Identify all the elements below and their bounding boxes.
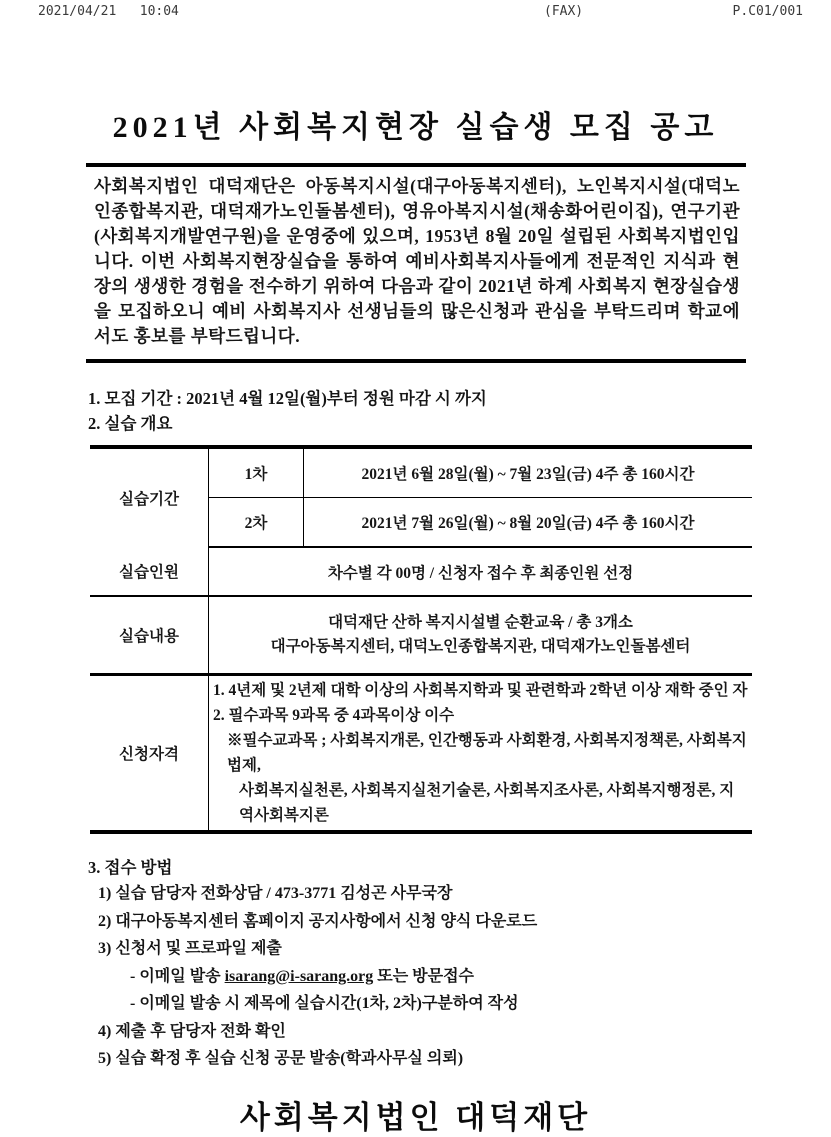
row-label-training-content: 실습내용 xyxy=(90,596,209,675)
apply-step-3: 3) 신청서 및 프로파일 제출 xyxy=(98,940,282,957)
qualification-value xyxy=(209,675,753,833)
qualification-line2: 2. 필수과목 9과목 중 4과목이상 이수 xyxy=(213,707,455,724)
email-line-suffix: 또는 방문접수 xyxy=(373,967,475,985)
training-content-line1: 대덕재단 산하 복지시설별 순환교육 / 총 3개소 xyxy=(328,614,633,631)
round-1-value: 2021년 6월 28일(월) ~ 7월 23일(금) 4주 총 160시간 xyxy=(304,447,753,498)
training-content-line2: 대구아동복지센터, 대덕노인종합복지관, 대덕재가노인돌봄센터 xyxy=(270,638,691,655)
notice-title: 2021년 사회복지현장 실습생 모집 공고 xyxy=(112,111,719,144)
intro-box xyxy=(86,163,746,363)
fax-header xyxy=(0,4,831,24)
table-row-content xyxy=(90,596,752,675)
apply-step-2: 2) 대구아동복지센터 홈페이지 공지사항에서 신청 양식 다운로드 xyxy=(98,912,538,930)
email-address: isarang@i-sarang.org xyxy=(224,967,374,985)
training-content-value xyxy=(209,596,753,675)
qualification-line4: 사회복지실천론, 사회복지실천기술론, 사회복지조사론, 사회복지행정론, 지역사회복지론 xyxy=(239,782,735,824)
apply-section xyxy=(88,856,831,1073)
row-label-training-period: 실습기간 xyxy=(90,447,209,547)
fax-datetime: 2021/04/21 10:04 xyxy=(38,4,179,19)
fax-label: (FAX) xyxy=(544,4,584,19)
round-2-label: 2차 xyxy=(209,498,304,548)
trainee-count-value: 차수별 각 00명 / 신청자 접수 후 최종인원 선정 xyxy=(209,547,753,596)
qualification-line3: ※필수교과목 ; 사회복지개론, 인간행동과 사회환경, 사회복지정책론, 사회복지법제, xyxy=(227,732,747,774)
overview-heading: 2. 실습 개요 xyxy=(88,414,173,433)
table-row-period-1 xyxy=(90,447,752,498)
row-label-trainee-count: 실습인원 xyxy=(90,547,209,596)
apply-heading: 3. 접수 방법 xyxy=(88,858,173,877)
recruit-period-line: 1. 모집 기간 : 2021년 4월 12일(월)부터 정원 마감 시 까지 xyxy=(88,389,487,408)
fax-page-counter: P.C01/001 xyxy=(732,4,803,19)
round-2-value: 2021년 7월 26일(월) ~ 8월 20일(금) 4주 총 160시간 xyxy=(304,498,753,548)
table-row-qualification xyxy=(90,675,752,833)
intro-paragraph: 사회복지법인 대덕재단은 아동복지시설(대구아동복지센터), 노인복지시설(대덕노인종합복지관, 대덕재가노인돌봄센터), 영유아복지시설(채송화어린이집), 연구기관(사회복지개발연구원)을 운영중에 있으며, 1953년 8월 20일 설립된 사회복지법인입니다. 이번 사회복지현장실습을 통하여 예비사회복지사들에게 전문적인 지식과 현장의 생생한 경험을 전수하기 위하여 다음과 같이 2021년 하계 사회복지 현장실습생을 모집하오니 예비 사회복지사 선생님들의 많은신청과 관심을 부탁드리며 학교에서도 홍보를 부탁드립니다. xyxy=(94,176,740,346)
round-1-label: 1차 xyxy=(209,447,304,498)
table-row-people xyxy=(90,547,752,596)
footer xyxy=(0,1098,831,1137)
email-line-prefix: - 이메일 발송 xyxy=(130,967,225,985)
overview-table xyxy=(90,445,752,834)
apply-step-4: 4) 제출 후 담당자 전화 확인 xyxy=(98,1022,286,1040)
footer-organization-name: 사회복지법인 대덕재단 xyxy=(239,1099,592,1135)
row-label-qualification: 신청자격 xyxy=(90,675,209,833)
apply-step-3a xyxy=(88,963,831,991)
apply-step-3b: - 이메일 발송 시 제목에 실습시간(1차, 2차)구분하여 작성 xyxy=(130,995,519,1012)
apply-step-1: 1) 실습 담당자 전화상담 / 473-3771 김성곤 사무국장 xyxy=(98,885,453,902)
apply-step-5: 5) 실습 확정 후 실습 신청 공문 발송(학과사무실 의뢰) xyxy=(98,1050,464,1067)
qualification-line1: 1. 4년제 및 2년제 대학 이상의 사회복지학과 및 관련학과 2학년 이상 재학 중인 자 xyxy=(213,682,748,699)
